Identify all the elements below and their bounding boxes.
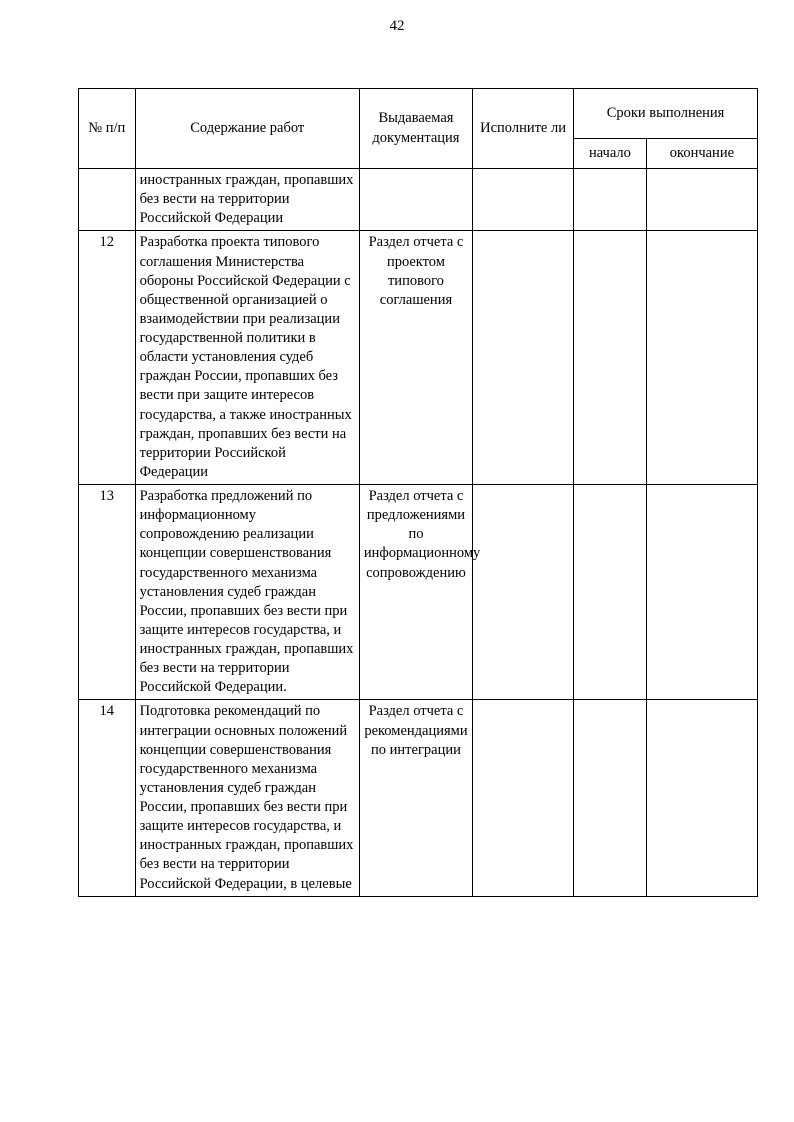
row-content: Разработка предложений по информационному сопровождению реализации концепции совершенствования государственного механизма установления судеб граждан России, пропавших без вести при защите интересов государства, и иностранных граждан, пропавших без вести на территории Российской Федерации. (135, 485, 359, 700)
row-executors (473, 231, 574, 485)
column-header-executors: Исполните ли (473, 89, 574, 169)
page-number: 42 (389, 18, 405, 34)
table-header-row-main (79, 89, 758, 139)
column-header-number: № п/п (79, 89, 136, 169)
row-documentation (359, 169, 472, 231)
row-start (574, 700, 647, 896)
column-header-content: Содержание работ (135, 89, 359, 169)
row-start (574, 169, 647, 231)
work-plan-table-wrapper (78, 88, 758, 897)
row-documentation: Раздел отчета с предложениями по информационному сопровождению (359, 485, 472, 700)
row-content: иностранных граждан, пропавших без вести на территории Российской Федерации (135, 169, 359, 231)
column-header-documentation: Выдаваемая документация (359, 89, 472, 169)
row-start (574, 231, 647, 485)
table-row (79, 169, 758, 231)
row-end (646, 169, 757, 231)
row-number: 12 (79, 231, 136, 485)
row-documentation: Раздел отчета с проектом типового соглашения (359, 231, 472, 485)
row-number: 14 (79, 700, 136, 896)
row-executors (473, 169, 574, 231)
table-row (79, 700, 758, 896)
row-executors (473, 485, 574, 700)
column-header-start: начало (574, 139, 647, 169)
column-header-end: окончание (646, 139, 757, 169)
column-header-deadlines: Сроки выполнения (574, 89, 758, 139)
table-row (79, 485, 758, 700)
row-number: 13 (79, 485, 136, 700)
row-documentation: Раздел отчета с рекомендациями по интеграции (359, 700, 472, 896)
table-body (79, 169, 758, 897)
row-end (646, 231, 757, 485)
row-content: Подготовка рекомендаций по интеграции основных положений концепции совершенствования государственного механизма установления судеб граждан России, пропавших без вести при защите интересов государства, и иностранных граждан, пропавших без вести на территории Российской Федерации, в целевые (135, 700, 359, 896)
row-content: Разработка проекта типового соглашения Министерства обороны Российской Федерации с общественной организацией о взаимодействии при реализации государственной политики в области установления судеб граждан России, пропавших без вести при защите интересов государства, а также иностранных граждан, пропавших без вести на территории Российской Федерации (135, 231, 359, 485)
row-end (646, 700, 757, 896)
work-plan-table (78, 88, 758, 897)
row-start (574, 485, 647, 700)
row-number (79, 169, 136, 231)
table-row (79, 231, 758, 485)
table-header (79, 89, 758, 169)
row-executors (473, 700, 574, 896)
row-end (646, 485, 757, 700)
